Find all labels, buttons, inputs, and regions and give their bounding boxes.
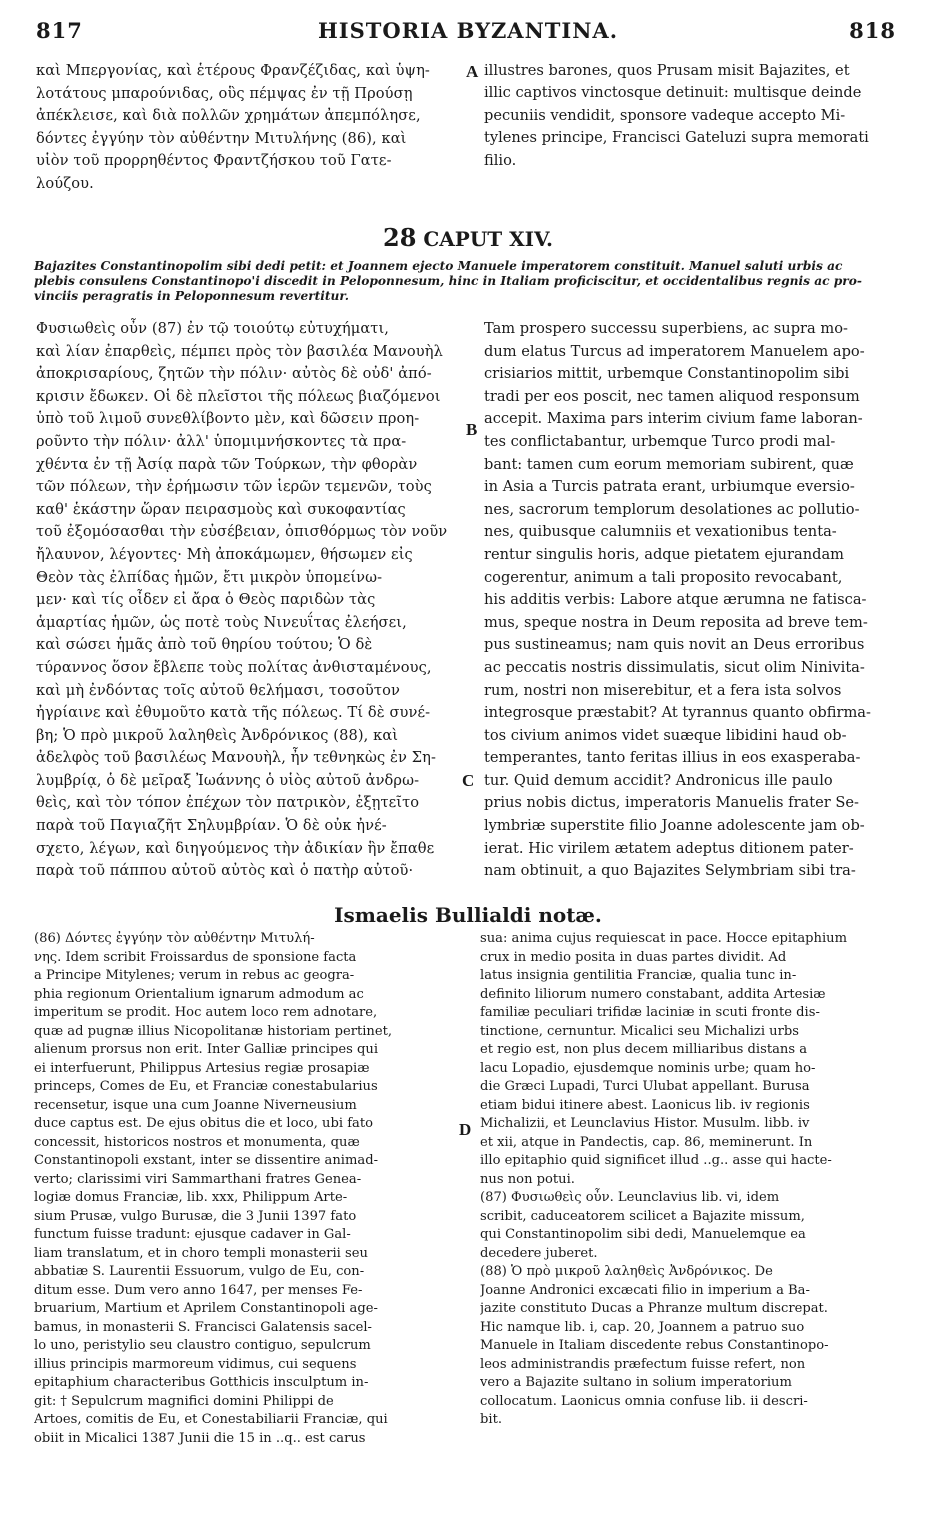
text-line: καὶ μὴ ἐνδόντας τοῖς αὐτοῦ θελήμασι, τοσοῦτον (36, 681, 400, 699)
text-line: decedere juberet. (480, 1245, 598, 1261)
text-line: μεν· καὶ τίς οἶδεν εἰ ἄρα ὁ Θεὸς παριδὼν τὰς (36, 591, 376, 609)
text-line: ditum esse. Dum vero anno 1647, per menses Fe- (34, 1282, 363, 1298)
text-line: git: † Sepulcrum magnifici domini Philippi de (34, 1393, 334, 1409)
text-line: alienum prorsus non erit. Inter Galliæ principes qui (34, 1042, 379, 1057)
text-line: Φυσιωθεὶς οὖν (87) ἐν τῷ τοιούτῳ εὐτυχήματι, (36, 320, 390, 337)
text-line: Θεὸν τὰς ἐλπίδας ἡμῶν, ἔτι μικρὸν ὑπομείνω- (36, 568, 383, 586)
text-line: τοῦ ἐξομόσασθαι τὴν εὐσέβειαν, ὀπισθόρμως τὸν νοῦν (36, 523, 448, 541)
text-line: καὶ λίαν ἐπαρθεὶς, πέμπει πρὸς τὸν βασιλέα Μανουὴλ (36, 342, 443, 360)
text-line: (88) Ὁ πρὸ μικροῦ λαληθεὶς Ἀνδρόνικος. De (480, 1264, 773, 1279)
text-line: Bajazites Constantinopolim sibi dedi petit: et Joannem ejecto Manuele imperatorem constituit. Manuel saluti urbis ac (34, 259, 843, 273)
chapter-title: CAPUT XIV. (423, 227, 553, 251)
page-number-left: 817 (36, 18, 83, 43)
text-line: ei interfuerunt, Philippus Artesius regiæ prosapiæ (34, 1060, 370, 1076)
text-line: ac peccatis nostris dissimulatis, sicut olim Ninivita- (484, 658, 865, 676)
text-line: καὶ σώσει ἡμᾶς ἀπὸ τοῦ θηρίου τούτου; Ὁ δὲ (36, 636, 373, 654)
top-greek-column (36, 60, 466, 196)
text-line: σχετο, λέγων, καὶ διηγούμενος τὴν ἀδικίαν ἣν ἔπαθε (36, 839, 435, 857)
notes-heading: Ismaelis Bullialdi notæ. (334, 903, 602, 927)
text-line: tes conflictabantur, urbemque Turco prodi mal- (484, 432, 836, 450)
text-line: functum fuisse tradunt: ejusque cadaver in Gal- (34, 1227, 351, 1242)
text-line: in Asia a Turcis patrata erant, urbiumque eversio- (484, 478, 855, 496)
text-line: bruarium, Martium et Aprilem Constantinopoli age- (34, 1301, 378, 1316)
text-line: obiit in Micalici 1387 Junii die 15 in ..q.. est carus (34, 1430, 366, 1446)
top-latin-column (484, 60, 902, 172)
text-line: ροῦντο τὴν πόλιν· ἀλλ' ὑπομιμνήσκοντες τὰ πρα- (36, 432, 407, 450)
notes-right-column (480, 930, 904, 1430)
text-line: integrosque præstabit? At tyrannus quanto obfirma- (484, 704, 871, 722)
text-line: cogerentur, animum a tali proposito revocabant, (484, 568, 843, 586)
text-line: abbatiæ S. Laurentii Essuorum, vulgo de Eu, con- (34, 1264, 365, 1279)
text-line: bamus, in monasterii S. Francisci Galatensis sacel- (34, 1319, 372, 1335)
chapter-heading (0, 223, 936, 252)
text-line: (87) Φυσιωθεὶς οὖν. Leunclavius lib. vi, idem (480, 1190, 780, 1205)
text-line: bant: tamen cum eorum memoriam subirent, quæ (484, 455, 854, 473)
chapter-summary (34, 259, 902, 304)
text-line: bit. (480, 1412, 502, 1427)
text-line: latus insignia gentilitia Franciæ, qualia tunc in- (480, 968, 797, 983)
text-line: collocatum. Laonicus omnia confuse lib. ii descri- (480, 1393, 808, 1409)
text-line: familiæ peculiari trifidæ laciniæ in scuti fronte dis- (480, 1005, 820, 1020)
text-line: τύραννος ὅσον ἔβλεπε τοὺς πολίτας ἀνθισταμένους, (36, 658, 432, 676)
text-line: his additis verbis: Labore atque ærumna ne fatisca- (484, 591, 867, 609)
greek-text-column (36, 318, 468, 883)
text-line: filio. (484, 151, 517, 169)
text-line: illius principis marmoreum vidimus, cui sequens (34, 1356, 357, 1372)
text-line: crux in medio posita in duas partes dividit. Ad (480, 949, 787, 965)
text-line: princeps, Comes de Eu, et Franciæ conestabularius (34, 1079, 378, 1094)
text-line: nus non potui. (480, 1171, 575, 1187)
text-line: τῶν πόλεων, τὴν ἐρήμωσιν τῶν ἱερῶν τεμενῶν, τοὺς (36, 478, 432, 496)
text-line: tylenes principe, Francisci Gateluzi supra memorati (484, 129, 869, 147)
text-line: verto; clarissimi viri Sammarthani fratres Genea- (34, 1171, 362, 1187)
text-line: καὶ Μπεργονίας, καὶ ἑτέρους Φρανζέζιδας, καὶ ὑψη- (36, 62, 430, 79)
text-line: epitaphium characteribus Gotthicis insculptum in- (34, 1375, 369, 1390)
text-line: ἤλαυνον, λέγοντες· Μὴ ἀποκάμωμεν, θήσωμεν εἰς (36, 545, 413, 563)
text-line: nam obtinuit, a quo Bajazites Selymbriam sibi tra- (484, 862, 856, 880)
text-line: dum elatus Turcus ad imperatorem Manuelem apo- (484, 342, 865, 360)
text-line: duce captus est. De ejus obitus die et loco, ubi fato (34, 1116, 373, 1131)
text-line: (86) Δόντες ἐγγύην τὸν αὐθέντην Μιτυλή- (34, 931, 315, 946)
text-line: λυμβρίᾳ, ὁ δὲ μεῖραξ Ἰωάννης ὁ υἱὸς αὐτοῦ ἀνδρω- (36, 771, 420, 789)
text-line: jazite constituto Ducas a Phranze multum discrepat. (480, 1301, 828, 1316)
text-line: νης. Idem scribit Froissardus de sponsione facta (34, 949, 357, 965)
text-line: illustres barones, quos Prusam misit Bajazites, et (484, 62, 850, 79)
text-line: tradi per eos poscit, nec tamen aliquod responsum (484, 387, 860, 405)
latin-text-column (484, 318, 904, 883)
text-line: παρὰ τοῦ πάππου αὐτοῦ αὐτὸς καὶ ὁ πατὴρ αὐτοῦ· (36, 862, 414, 880)
text-line: temperantes, tanto feritas illius in eos exasperaba- (484, 749, 861, 767)
text-line: concessit, historicos nostros et monumenta, quæ (34, 1134, 360, 1150)
running-title: HISTORIA BYZANTINA. (317, 18, 619, 43)
text-line: vinciis peragratis in Peloponnesum revertitur. (34, 289, 349, 303)
text-line: Manuele in Italiam discedente rebus Constantinopo- (480, 1338, 829, 1353)
text-line: lacu Lopadio, ejusdemque nominis urbe; quam ho- (480, 1060, 816, 1076)
text-line: tinctione, cernuntur. Micalici seu Michalizi urbs (480, 1023, 799, 1039)
text-line: definito liliorum numero constabant, addita Artesiæ (480, 986, 826, 1002)
text-line: ἁμαρτίας ἡμῶν, ὡς ποτὲ τοὺς Νινευΐτας ἐλεήσει, (36, 613, 407, 631)
text-line: accepit. Maxima pars interim civium fame laboran- (484, 410, 863, 428)
page-number-right: 818 (849, 18, 896, 43)
text-line: mus, speque nostra in Deum reposita ad breve tem- (484, 613, 868, 631)
text-line: Constantinopoli exstant, inter se dissentire animad- (34, 1153, 379, 1168)
text-line: nes, quibusque calumniis et vexationibus tenta- (484, 523, 837, 541)
text-line: θεὶς, καὶ τὸν τόπον ἐπέχων τὸν πατρικὸν, ἐξῃτεῖτο (36, 794, 420, 812)
text-line: παρὰ τοῦ Παγιαζῆτ Σηλυμβρίαν. Ὁ δὲ οὐκ ἠνέ- (36, 817, 387, 835)
text-line: quæ ad pugnæ illius Nicopolitanæ historiam pertinet, (34, 1023, 393, 1039)
text-line: sua: anima cujus requiescat in pace. Hocce epitaphium (480, 931, 848, 946)
text-line: phia regionum Orientalium ignarum admodum ac (34, 986, 364, 1002)
text-line: δόντες ἐγγύην τὸν αὐθέντην Μιτυλήνης (86), καὶ (36, 129, 407, 147)
text-line: logiæ domus Franciæ, lib. xxx, Philippum Arte- (34, 1190, 348, 1205)
text-line: illic captivos vinctosque detinuit: multisque deinde (484, 84, 862, 102)
text-line: lo uno, peristylio seu claustro contiguo, sepulcrum (34, 1338, 371, 1353)
text-line: Joanne Andronici excæcati filio in imperium a Ba- (480, 1282, 810, 1298)
text-line: rentur singulis horis, adque pietatem ejurandam (484, 545, 845, 563)
text-line: χθέντα ἐν τῇ Ἀσίᾳ παρὰ τῶν Τούρκων, τὴν φθορὰν (36, 455, 418, 473)
text-line: illo epitaphio quid significet illud ..g.. asse qui hacte- (480, 1153, 832, 1168)
chapter-number: 28 (383, 223, 417, 252)
text-line: sium Prusæ, vulgo Burusæ, die 3 Junii 1397 fato (34, 1208, 357, 1224)
text-line: crisiarios mittit, urbemque Constantinopolim sibi (484, 365, 850, 383)
text-line: ἠγρίαινε καὶ ἐθυμοῦτο κατὰ τῆς πόλεως. Τί δὲ συνέ- (36, 704, 431, 722)
text-line: ierat. Hic virilem ætatem adeptus ditionem pater- (484, 839, 854, 857)
text-line: tos civium animos videt suæque libidini haud ob- (484, 726, 847, 744)
text-line: liam translatum, et in choro templi monasterii seu (34, 1245, 368, 1261)
text-line: ὑπὸ τοῦ λιμοῦ συνεθλίβοντο μὲν, καὶ δῶσειν προη- (36, 410, 420, 428)
margin-letter-b: B (466, 420, 478, 439)
text-line: recensetur, isque una cum Joanne Niverneusium (34, 1097, 357, 1113)
text-line: Michalizii, et Leunclavius Histor. Musulm. libb. iv (480, 1116, 810, 1131)
text-line: etiam bidui itinere abest. Laonicus lib. iv regionis (480, 1097, 810, 1113)
text-line: a Principe Mitylenes; verum in rebus ac geogra- (34, 968, 355, 983)
text-line: lymbriæ superstite filio Joanne adolescente jam ob- (484, 817, 865, 835)
text-line: qui Constantinopolim sibi dedi, Manuelemque ea (480, 1227, 806, 1242)
text-line: Tam prospero successu superbiens, ac supra mo- (484, 320, 848, 337)
text-line: ἀδελφὸς τοῦ βασιλέως Μανουὴλ, ἦν τεθνηκὼς ἐν Ση- (36, 749, 436, 767)
text-line: rum, nostri non miserebitur, et a fera ista solvos (484, 681, 842, 699)
text-line: pus sustineamus; nam quis novit an Deus erroribus (484, 636, 865, 654)
text-line: Hic namque lib. i, cap. 20, Joannem a patruo suo (480, 1319, 805, 1335)
text-line: prius nobis dictus, imperatoris Manuelis frater Se- (484, 794, 859, 812)
text-line: λοτάτους μπαρούνιδας, οὓς πέμψας ἐν τῇ Προύσῃ (36, 84, 413, 102)
text-line: λούζου. (36, 174, 94, 192)
text-line: pecuniis vendidit, sponsore vadeque accepto Mi- (484, 106, 846, 124)
margin-letter-d: D (459, 1120, 472, 1139)
text-line: et regio est, non plus decem milliaribus distans a (480, 1042, 808, 1057)
text-line: ἀπέκλεισε, καὶ διὰ πολλῶν χρημάτων ἀπεμπόλησε, (36, 107, 421, 125)
text-line: κρισιν ἔδωκεν. Οἱ δὲ πλεῖστοι τῆς πόλεως βιαζόμενοι (36, 387, 441, 405)
text-line: scribit, caduceatorem scilicet a Bajazite missum, (480, 1208, 805, 1224)
text-line: vero a Bajazite sultano in solium imperatorium (480, 1375, 792, 1390)
text-line: tur. Quid demum accidit? Andronicus ille paulo (484, 771, 833, 789)
notes-left-column (34, 930, 456, 1448)
text-line: βη; Ὁ πρὸ μικροῦ λαληθεὶς Ἀνδρόνικος (88), καὶ (36, 726, 399, 744)
text-line: plebis consulens Constantinopo'i discedit in Peloponnesum, hinc in Italiam proficiscitur, et occidentalibus regnis ac pro- (34, 274, 862, 288)
text-line: leos administrandis præfectum fuisse refert, non (480, 1356, 806, 1372)
text-line: die Græci Lupadi, Turci Ulubat appellant. Burusa (480, 1079, 810, 1094)
text-line: καθ' ἑκάστην ὥραν πειρασμοὺς καὶ συκοφαντίας (36, 500, 406, 518)
text-line: Artoes, comitis de Eu, et Conestabiliarii Franciæ, qui (34, 1412, 388, 1427)
text-line: nes, sacrorum templorum desolationes ac pollutio- (484, 500, 860, 518)
text-line: imperitum se prodit. Hoc autem loco rem adnotare, (34, 1005, 378, 1020)
margin-letter-c: C (462, 771, 475, 790)
text-line: et xii, atque in Pandectis, cap. 86, meminerunt. In (480, 1134, 813, 1150)
margin-letter-a: A (466, 62, 479, 81)
text-line: υἱὸν τοῦ προρρηθέντος Φραντζήσκου τοῦ Γατε- (36, 152, 392, 170)
text-line: ἀποκρισαρίους, ζητῶν τὴν πόλιν· αὐτὸς δὲ οὐδ' ἀπό- (36, 365, 432, 383)
